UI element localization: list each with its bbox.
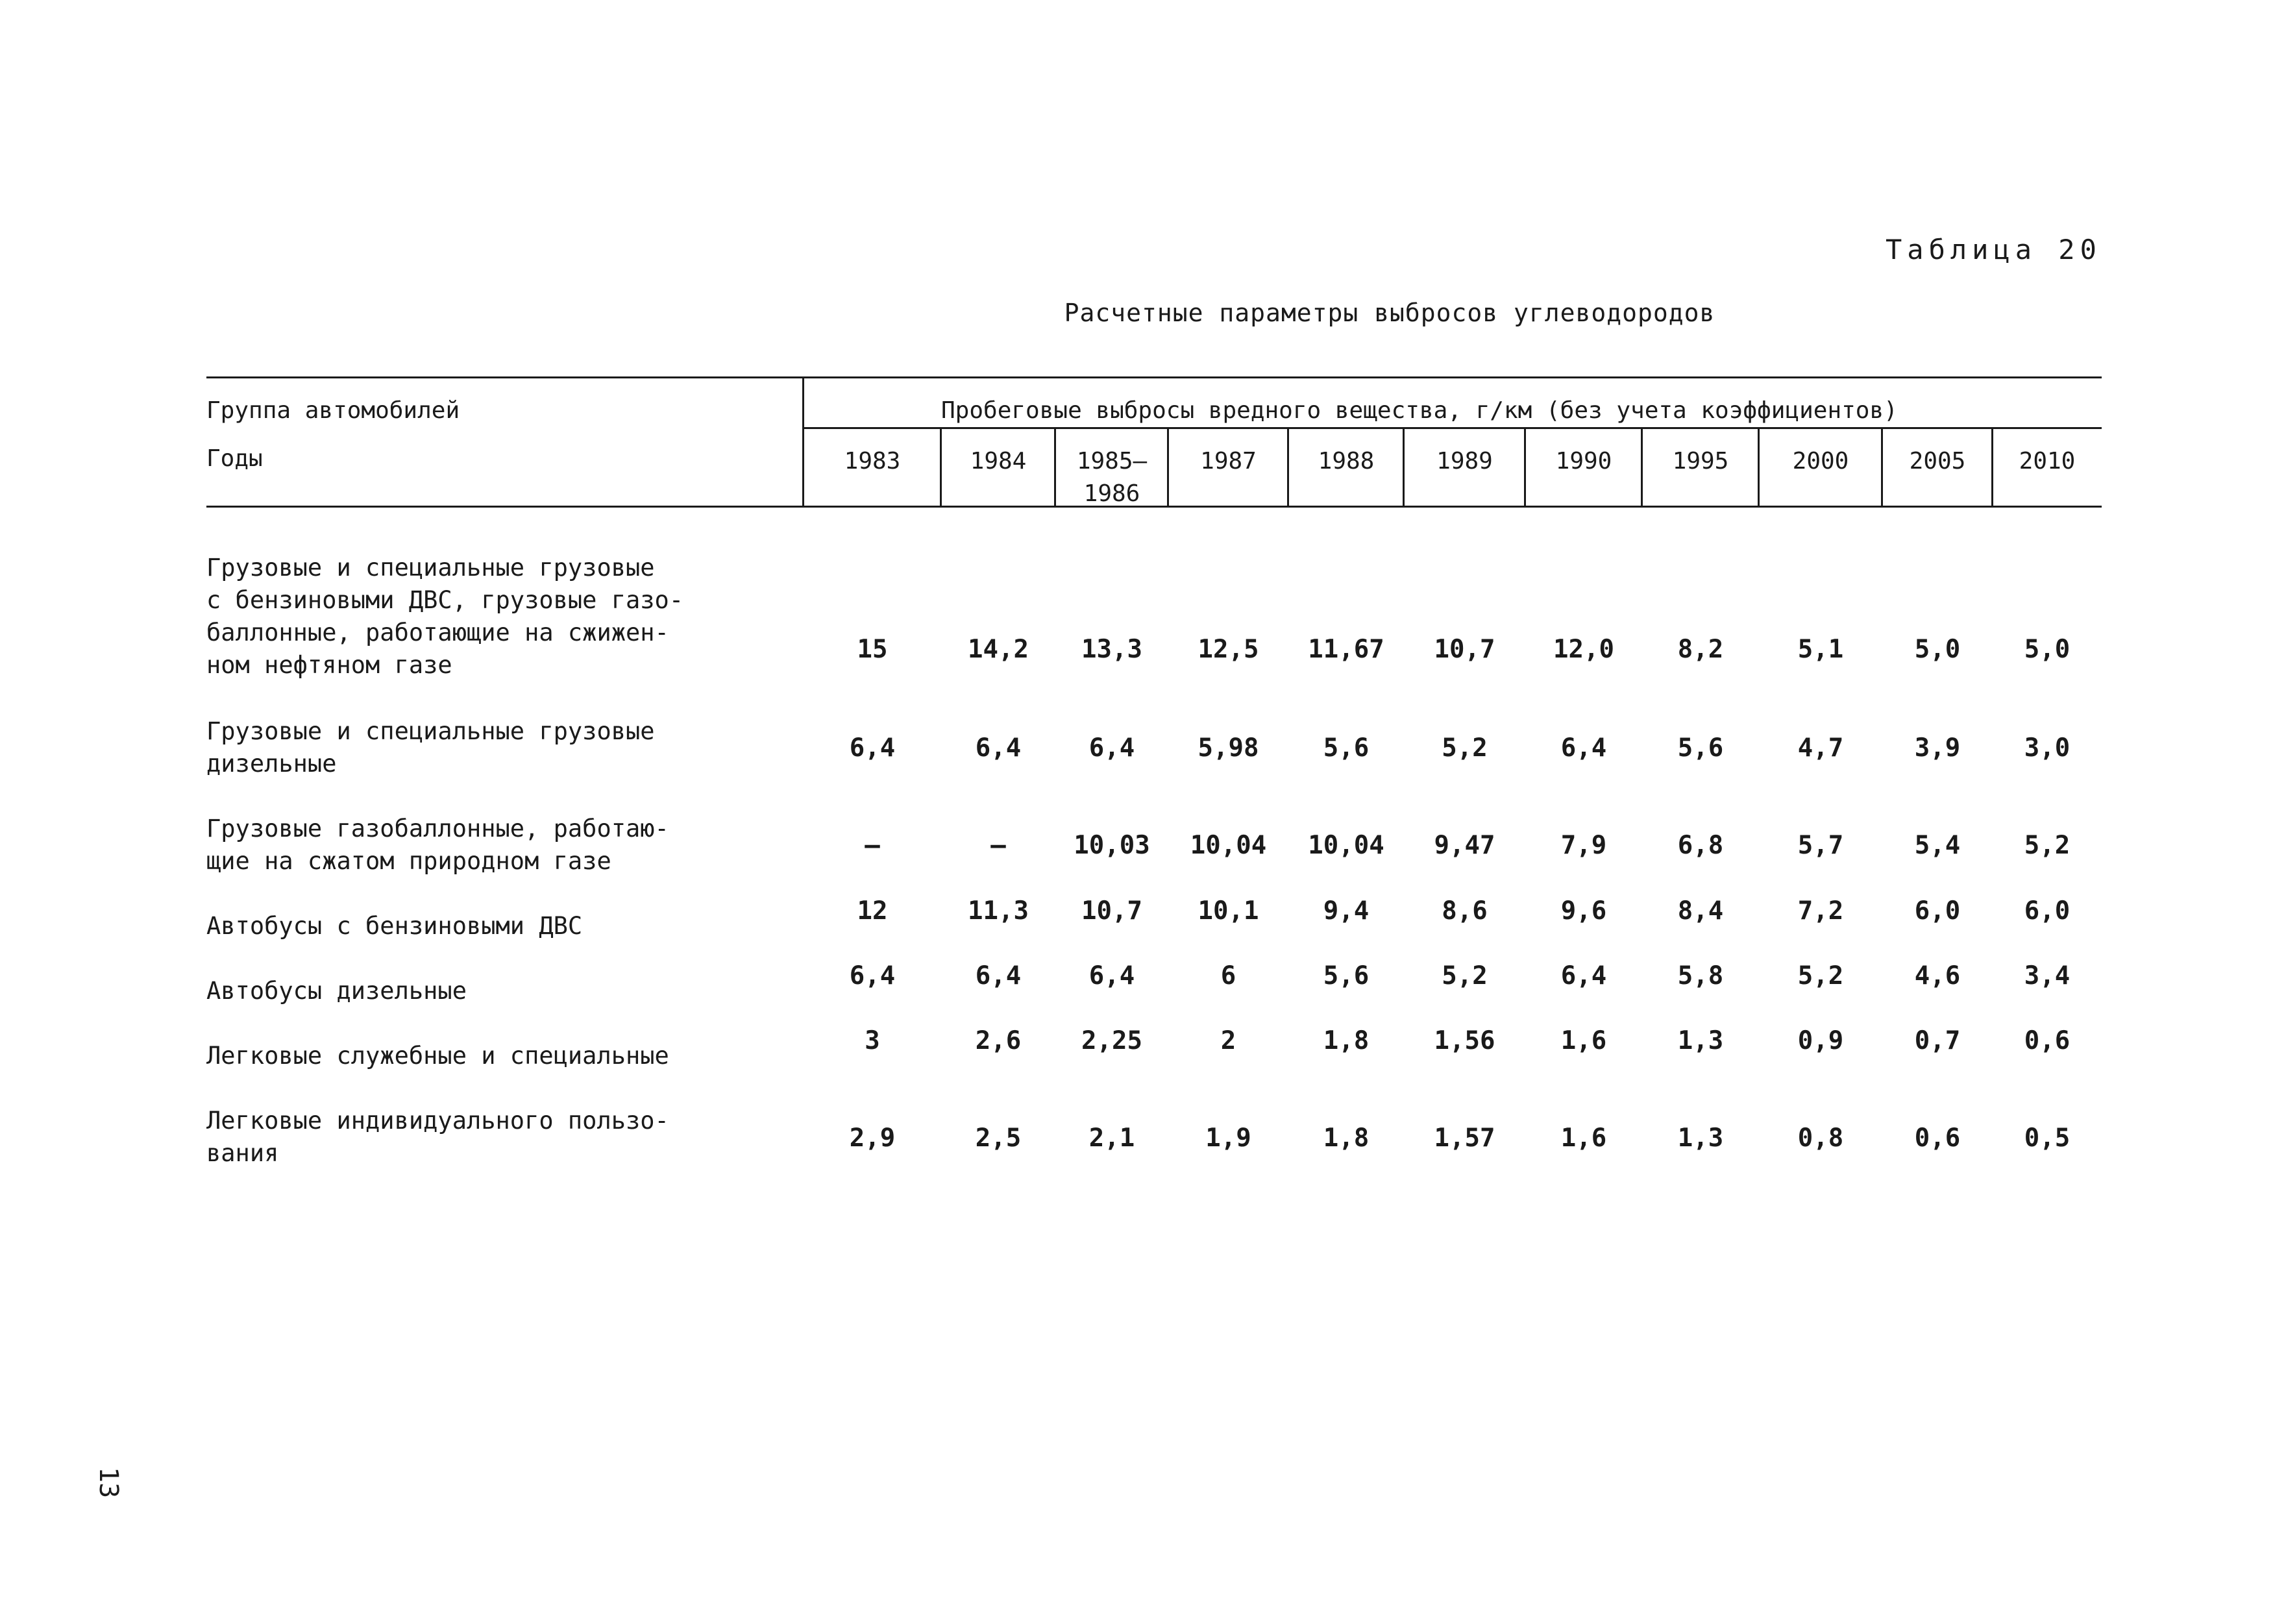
table-cell: 11,3 bbox=[968, 896, 1029, 926]
table-cell: 10,1 bbox=[1198, 896, 1259, 926]
table-cell: 1,6 bbox=[1560, 1124, 1607, 1153]
table-cell: 2 bbox=[1220, 1026, 1236, 1055]
row-label: Грузовые газобаллонные, работаю- щие на сжатом природном газе bbox=[206, 815, 669, 875]
row-label: Автобусы дизельные bbox=[206, 977, 467, 1005]
table-cell: 5,2 bbox=[1797, 961, 1844, 990]
table-cell: 1,57 bbox=[1434, 1124, 1495, 1153]
table-cell: 4,7 bbox=[1797, 733, 1844, 763]
table-cell: 0,8 bbox=[1797, 1124, 1844, 1153]
year-header: 1990 bbox=[1555, 448, 1612, 474]
table-cell: 6,4 bbox=[849, 961, 896, 990]
table-cell: 13,3 bbox=[1081, 635, 1142, 664]
table-cell: 8,2 bbox=[1677, 635, 1724, 664]
table-cell: 6,4 bbox=[975, 961, 1022, 990]
row-label: Легковые служебные и специальные bbox=[206, 1042, 669, 1070]
row-label: Легковые индивидуального пользо- вания bbox=[206, 1107, 669, 1167]
table-cell: 10,04 bbox=[1308, 831, 1384, 860]
table-cell: 5,2 bbox=[2024, 831, 2071, 860]
table-cell: 5,2 bbox=[1442, 733, 1488, 763]
table-cell: 5,7 bbox=[1797, 831, 1844, 860]
table-cell: 12,0 bbox=[1553, 635, 1614, 664]
year-header: 1989 bbox=[1436, 448, 1493, 474]
table-cell: 6,4 bbox=[1560, 733, 1607, 763]
table-cell: 6,0 bbox=[2024, 896, 2071, 926]
year-header: 2005 bbox=[1909, 448, 1966, 474]
table-cell: 8,6 bbox=[1442, 896, 1488, 926]
table-cell: – bbox=[865, 831, 880, 860]
table-cell: 6,4 bbox=[975, 733, 1022, 763]
table-cell: 0,7 bbox=[1914, 1026, 1961, 1055]
table-cell: 1,56 bbox=[1434, 1026, 1495, 1055]
year-header: 1983 bbox=[844, 448, 901, 474]
year-header: 1987 bbox=[1200, 448, 1257, 474]
table-label: Таблица 20 bbox=[1886, 234, 2102, 265]
year-header: 1985– 1986 bbox=[1076, 448, 1148, 507]
table-cell: 0,6 bbox=[1914, 1124, 1961, 1153]
page-number: 13 bbox=[93, 1467, 123, 1499]
table-cell: 5,0 bbox=[2024, 635, 2071, 664]
table-cell: 2,6 bbox=[975, 1026, 1022, 1055]
table-cell: 15 bbox=[857, 635, 888, 664]
table-cell: 3,0 bbox=[2024, 733, 2071, 763]
table-cell: 6,8 bbox=[1677, 831, 1724, 860]
header-group-label: Группа автомобилей bbox=[206, 397, 460, 424]
row-label: Грузовые и специальные грузовые дизельные bbox=[206, 717, 655, 778]
table-cell: 9,6 bbox=[1560, 896, 1607, 926]
table-cell: 9,4 bbox=[1323, 896, 1370, 926]
table-cell: 5,6 bbox=[1677, 733, 1724, 763]
table-cell: 14,2 bbox=[968, 635, 1029, 664]
table-cell: 10,7 bbox=[1434, 635, 1495, 664]
table-cell: 3,4 bbox=[2024, 961, 2071, 990]
table-cell: 3 bbox=[865, 1026, 880, 1055]
table-cell: 12,5 bbox=[1198, 635, 1259, 664]
header-divider bbox=[802, 376, 804, 506]
table-cell: 0,9 bbox=[1797, 1026, 1844, 1055]
table-cell: 0,6 bbox=[2024, 1026, 2071, 1055]
header-span-label: Пробеговые выбросы вредного вещества, г/км (без учета коэффициентов) bbox=[941, 397, 1898, 424]
table-cell: 5,8 bbox=[1677, 961, 1724, 990]
row-label: Автобусы с бензиновыми ДВС bbox=[206, 912, 583, 940]
table-cell: 5,6 bbox=[1323, 733, 1370, 763]
table-cell: 2,25 bbox=[1081, 1026, 1142, 1055]
table-cell: 6,4 bbox=[849, 733, 896, 763]
table-cell: 7,9 bbox=[1560, 831, 1607, 860]
table-cell: 5,6 bbox=[1323, 961, 1370, 990]
table-cell: 10,7 bbox=[1081, 896, 1142, 926]
table-cell: 1,8 bbox=[1323, 1026, 1370, 1055]
table-cell: 7,2 bbox=[1797, 896, 1844, 926]
table-cell: 5,98 bbox=[1198, 733, 1259, 763]
table-cell: 10,04 bbox=[1190, 831, 1267, 860]
table-cell: 1,8 bbox=[1323, 1124, 1370, 1153]
table-cell: 1,6 bbox=[1560, 1026, 1607, 1055]
header-years-label: Годы bbox=[206, 445, 263, 472]
table-cell: 5,1 bbox=[1797, 635, 1844, 664]
table-cell: 6,0 bbox=[1914, 896, 1961, 926]
table-cell: 5,4 bbox=[1914, 831, 1961, 860]
table-cell: 4,6 bbox=[1914, 961, 1961, 990]
table-cell: 0,5 bbox=[2024, 1124, 2071, 1153]
header-top-rule bbox=[206, 376, 2102, 378]
table-cell: 1,9 bbox=[1205, 1124, 1251, 1153]
table-title: Расчетные параметры выбросов углеводородов bbox=[1064, 299, 1715, 327]
year-header: 1984 bbox=[970, 448, 1027, 474]
table-cell: 11,67 bbox=[1308, 635, 1384, 664]
table-cell: 8,4 bbox=[1677, 896, 1724, 926]
table-cell: 2,9 bbox=[849, 1124, 896, 1153]
table-cell: 2,5 bbox=[975, 1124, 1022, 1153]
year-header: 2010 bbox=[2019, 448, 2076, 474]
table-cell: 6 bbox=[1220, 961, 1236, 990]
table-cell: 5,0 bbox=[1914, 635, 1961, 664]
year-header: 1988 bbox=[1318, 448, 1375, 474]
year-header: 1995 bbox=[1672, 448, 1729, 474]
table-cell: 6,4 bbox=[1560, 961, 1607, 990]
table-cell: 6,4 bbox=[1088, 961, 1135, 990]
table-cell: 12 bbox=[857, 896, 888, 926]
row-label: Грузовые и специальные грузовые с бензиновыми ДВС, грузовые газо- баллонные, работающие на сжижен- ном нефтяном газе bbox=[206, 554, 684, 679]
table-cell: 1,3 bbox=[1677, 1026, 1724, 1055]
table-cell: 1,3 bbox=[1677, 1124, 1724, 1153]
table-cell: – bbox=[990, 831, 1006, 860]
header-span-rule bbox=[804, 427, 2102, 429]
table-cell: 2,1 bbox=[1088, 1124, 1135, 1153]
table-cell: 9,47 bbox=[1434, 831, 1495, 860]
table-cell: 5,2 bbox=[1442, 961, 1488, 990]
year-header: 2000 bbox=[1792, 448, 1849, 474]
table-cell: 6,4 bbox=[1088, 733, 1135, 763]
table-cell: 10,03 bbox=[1074, 831, 1150, 860]
table-cell: 3,9 bbox=[1914, 733, 1961, 763]
